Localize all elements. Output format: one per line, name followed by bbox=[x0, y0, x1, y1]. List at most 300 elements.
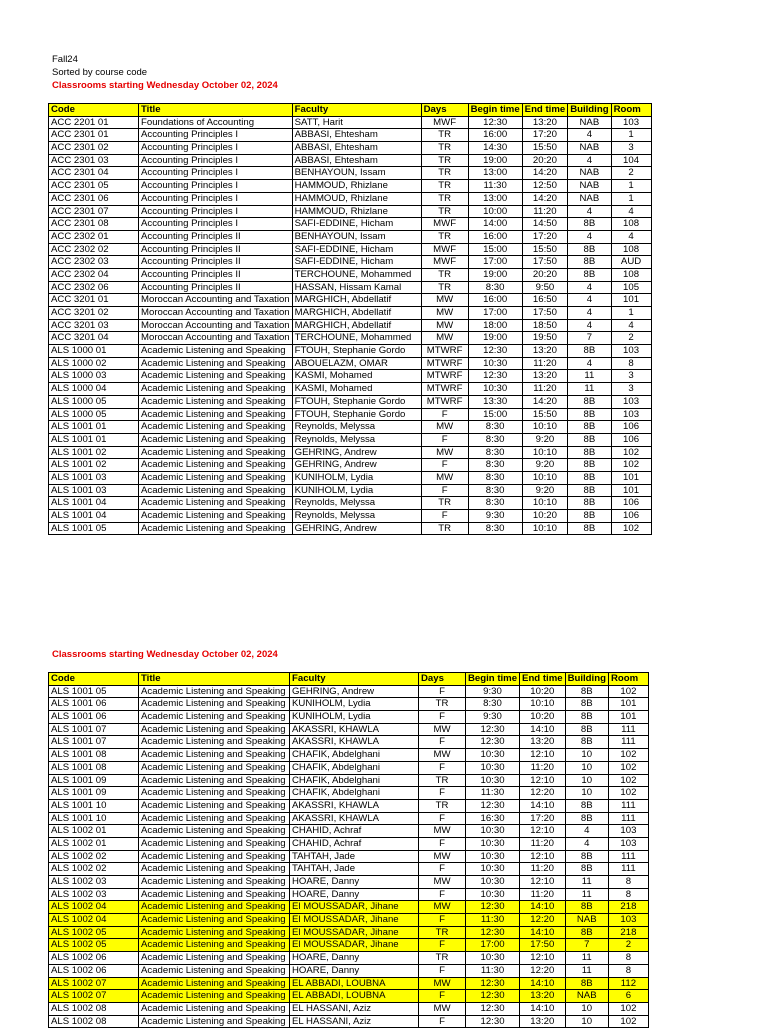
cell-begin-time: 12:30 bbox=[466, 977, 520, 990]
cell-days: MTWRF bbox=[421, 357, 468, 370]
cell-faculty: GEHRING, Andrew bbox=[292, 522, 421, 535]
cell-faculty: BENHAYOUN, Issam bbox=[292, 167, 421, 180]
cell-end-time: 14:20 bbox=[522, 167, 568, 180]
cell-faculty: El MOUSSADAR, Jihane bbox=[290, 914, 419, 927]
cell-code: ALS 1000 05 bbox=[49, 408, 139, 421]
cell-begin-time: 14:00 bbox=[468, 218, 522, 231]
cell-building: 8B bbox=[568, 471, 611, 484]
cell-faculty: TERCHOUNE, Mohammed bbox=[292, 268, 421, 281]
cell-title: Accounting Principles I bbox=[139, 129, 293, 142]
cell-building: 4 bbox=[565, 825, 608, 838]
cell-code: ALS 1001 06 bbox=[49, 698, 139, 711]
cell-building: 4 bbox=[568, 154, 611, 167]
column-header-end-time: End time bbox=[520, 673, 566, 686]
cell-title: Academic Listening and Speaking bbox=[139, 926, 290, 939]
cell-end-time: 12:10 bbox=[520, 749, 566, 762]
cell-title: Academic Listening and Speaking bbox=[139, 711, 290, 724]
cell-days: MTWRF bbox=[421, 395, 468, 408]
cell-building: 11 bbox=[565, 952, 608, 965]
term-label: Fall24 bbox=[52, 54, 78, 65]
cell-end-time: 14:10 bbox=[520, 799, 566, 812]
table-row bbox=[49, 154, 652, 167]
cell-title: Academic Listening and Speaking bbox=[139, 876, 290, 889]
cell-end-time: 16:50 bbox=[522, 294, 568, 307]
cell-days: MW bbox=[421, 294, 468, 307]
cell-room: 2 bbox=[611, 332, 651, 345]
cell-building: NAB bbox=[568, 116, 611, 129]
column-header-end-time: End time bbox=[522, 104, 568, 117]
cell-faculty: AKASSRI, KHAWLA bbox=[290, 736, 419, 749]
cell-faculty: KASMI, Mohamed bbox=[292, 383, 421, 396]
cell-days: MW bbox=[419, 850, 466, 863]
cell-days: MW bbox=[419, 901, 466, 914]
cell-code: ALS 1000 03 bbox=[49, 370, 139, 383]
cell-room: 2 bbox=[611, 167, 651, 180]
cell-title: Academic Listening and Speaking bbox=[139, 510, 293, 523]
schedule-table-1 bbox=[48, 103, 652, 535]
cell-title: Academic Listening and Speaking bbox=[139, 863, 290, 876]
column-header-days: Days bbox=[421, 104, 468, 117]
cell-days: F bbox=[419, 863, 466, 876]
cell-title: Academic Listening and Speaking bbox=[139, 471, 293, 484]
cell-days: F bbox=[419, 888, 466, 901]
cell-building: NAB bbox=[568, 167, 611, 180]
cell-title: Academic Listening and Speaking bbox=[139, 685, 290, 698]
cell-room: 103 bbox=[611, 116, 651, 129]
cell-faculty: SAFI-EDDINE, Hicham bbox=[292, 256, 421, 269]
cell-code: ALS 1001 04 bbox=[49, 497, 139, 510]
cell-days: TR bbox=[421, 268, 468, 281]
cell-faculty: TAHTAH, Jade bbox=[290, 863, 419, 876]
cell-faculty: HASSAN, Hissam Kamal bbox=[292, 281, 421, 294]
cell-code: ALS 1001 05 bbox=[49, 685, 139, 698]
cell-code: ACC 2302 01 bbox=[49, 230, 139, 243]
cell-faculty: FTOUH, Stephanie Gordo bbox=[292, 345, 421, 358]
cell-days: F bbox=[421, 484, 468, 497]
cell-building: 4 bbox=[568, 307, 611, 320]
cell-faculty: TAHTAH, Jade bbox=[290, 850, 419, 863]
cell-building: 8B bbox=[568, 268, 611, 281]
schedule-table-2 bbox=[48, 672, 649, 1028]
cell-faculty: CHAHID, Achraf bbox=[290, 837, 419, 850]
cell-code: ALS 1002 03 bbox=[49, 876, 139, 889]
cell-days: TR bbox=[419, 926, 466, 939]
cell-title: Academic Listening and Speaking bbox=[139, 825, 290, 838]
cell-end-time: 15:50 bbox=[522, 243, 568, 256]
cell-faculty: HOARE, Danny bbox=[290, 964, 419, 977]
cell-begin-time: 8:30 bbox=[468, 471, 522, 484]
cell-faculty: Reynolds, Melyssa bbox=[292, 433, 421, 446]
cell-room: 101 bbox=[608, 711, 648, 724]
cell-begin-time: 10:30 bbox=[466, 825, 520, 838]
cell-title: Academic Listening and Speaking bbox=[139, 914, 290, 927]
cell-end-time: 10:10 bbox=[522, 471, 568, 484]
table-row bbox=[49, 736, 649, 749]
cell-title: Academic Listening and Speaking bbox=[139, 787, 290, 800]
cell-building: 8B bbox=[568, 433, 611, 446]
cell-end-time: 20:20 bbox=[522, 154, 568, 167]
cell-code: ACC 2301 05 bbox=[49, 180, 139, 193]
cell-room: 4 bbox=[611, 205, 651, 218]
cell-building: 8B bbox=[565, 977, 608, 990]
cell-code: ALS 1002 01 bbox=[49, 825, 139, 838]
cell-code: ACC 2301 08 bbox=[49, 218, 139, 231]
cell-faculty: GEHRING, Andrew bbox=[292, 446, 421, 459]
cell-building: 8B bbox=[565, 698, 608, 711]
cell-days: F bbox=[421, 433, 468, 446]
cell-code: ALS 1002 06 bbox=[49, 952, 139, 965]
cell-end-time: 9:20 bbox=[522, 433, 568, 446]
cell-days: MW bbox=[419, 723, 466, 736]
cell-room: 3 bbox=[611, 142, 651, 155]
cell-title: Academic Listening and Speaking bbox=[139, 497, 293, 510]
cell-building: NAB bbox=[568, 180, 611, 193]
cell-building: 10 bbox=[565, 761, 608, 774]
cell-days: F bbox=[419, 685, 466, 698]
column-header-begin-time: Begin time bbox=[468, 104, 522, 117]
cell-building: 4 bbox=[568, 294, 611, 307]
cell-building: 8B bbox=[565, 812, 608, 825]
cell-title: Academic Listening and Speaking bbox=[139, 761, 290, 774]
cell-end-time: 11:20 bbox=[522, 383, 568, 396]
cell-room: 102 bbox=[608, 749, 648, 762]
cell-room: 102 bbox=[608, 774, 648, 787]
cell-begin-time: 10:30 bbox=[468, 357, 522, 370]
table-row bbox=[49, 964, 649, 977]
table-row bbox=[49, 888, 649, 901]
cell-building: 8B bbox=[568, 218, 611, 231]
cell-code: ALS 1002 04 bbox=[49, 914, 139, 927]
cell-end-time: 11:20 bbox=[522, 357, 568, 370]
cell-end-time: 17:20 bbox=[520, 812, 566, 825]
cell-title: Foundations of Accounting bbox=[139, 116, 293, 129]
table-row bbox=[49, 711, 649, 724]
cell-begin-time: 12:30 bbox=[466, 901, 520, 914]
cell-building: 7 bbox=[565, 939, 608, 952]
cell-code: ALS 1002 05 bbox=[49, 939, 139, 952]
cell-end-time: 14:10 bbox=[520, 977, 566, 990]
cell-end-time: 12:10 bbox=[520, 850, 566, 863]
cell-faculty: AKASSRI, KHAWLA bbox=[290, 812, 419, 825]
cell-faculty: Reynolds, Melyssa bbox=[292, 421, 421, 434]
cell-room: 103 bbox=[611, 345, 651, 358]
column-header-building: Building bbox=[565, 673, 608, 686]
cell-days: F bbox=[419, 837, 466, 850]
cell-days: TR bbox=[421, 230, 468, 243]
cell-code: ALS 1000 05 bbox=[49, 395, 139, 408]
cell-building: 8B bbox=[565, 926, 608, 939]
cell-code: ACC 2302 03 bbox=[49, 256, 139, 269]
cell-begin-time: 12:30 bbox=[468, 345, 522, 358]
cell-days: TR bbox=[419, 774, 466, 787]
table-row bbox=[49, 939, 649, 952]
cell-end-time: 13:20 bbox=[522, 370, 568, 383]
table-row bbox=[49, 319, 652, 332]
section-heading-2: Classrooms starting Wednesday October 02, 2024 bbox=[52, 649, 278, 660]
cell-building: 8B bbox=[568, 446, 611, 459]
cell-room: 4 bbox=[611, 319, 651, 332]
cell-days: MW bbox=[421, 421, 468, 434]
table-row bbox=[49, 129, 652, 142]
cell-code: ACC 2302 06 bbox=[49, 281, 139, 294]
cell-days: MW bbox=[419, 977, 466, 990]
column-header-title: Title bbox=[139, 673, 290, 686]
cell-title: Academic Listening and Speaking bbox=[139, 837, 290, 850]
table-row bbox=[49, 230, 652, 243]
cell-days: MWF bbox=[421, 256, 468, 269]
cell-code: ALS 1001 06 bbox=[49, 711, 139, 724]
cell-days: TR bbox=[421, 167, 468, 180]
cell-room: 106 bbox=[611, 421, 651, 434]
cell-code: ALS 1001 09 bbox=[49, 774, 139, 787]
cell-room: 101 bbox=[611, 471, 651, 484]
cell-days: MWF bbox=[421, 116, 468, 129]
cell-begin-time: 9:30 bbox=[468, 510, 522, 523]
cell-building: NAB bbox=[568, 192, 611, 205]
cell-end-time: 12:20 bbox=[520, 787, 566, 800]
cell-days: F bbox=[419, 787, 466, 800]
cell-faculty: CHAFIK, Abdelghani bbox=[290, 761, 419, 774]
cell-building: 10 bbox=[565, 787, 608, 800]
cell-room: 218 bbox=[608, 901, 648, 914]
table-row bbox=[49, 1015, 649, 1028]
cell-title: Accounting Principles II bbox=[139, 230, 293, 243]
cell-building: 8B bbox=[568, 256, 611, 269]
table-row bbox=[49, 218, 652, 231]
cell-room: 8 bbox=[608, 876, 648, 889]
cell-end-time: 13:20 bbox=[520, 990, 566, 1003]
cell-building: 4 bbox=[568, 205, 611, 218]
cell-begin-time: 19:00 bbox=[468, 154, 522, 167]
cell-end-time: 15:50 bbox=[522, 408, 568, 421]
cell-end-time: 10:20 bbox=[520, 711, 566, 724]
cell-room: 105 bbox=[611, 281, 651, 294]
cell-room: 8 bbox=[608, 888, 648, 901]
cell-code: ALS 1000 02 bbox=[49, 357, 139, 370]
cell-title: Academic Listening and Speaking bbox=[139, 1015, 290, 1028]
cell-faculty: ABBASI, Ehtesham bbox=[292, 154, 421, 167]
cell-days: TR bbox=[421, 142, 468, 155]
cell-days: MW bbox=[421, 307, 468, 320]
cell-code: ACC 3201 02 bbox=[49, 307, 139, 320]
table-row bbox=[49, 749, 649, 762]
cell-days: MW bbox=[421, 332, 468, 345]
table-row bbox=[49, 774, 649, 787]
cell-begin-time: 18:00 bbox=[468, 319, 522, 332]
cell-begin-time: 13:30 bbox=[468, 395, 522, 408]
cell-faculty: GEHRING, Andrew bbox=[292, 459, 421, 472]
cell-begin-time: 12:30 bbox=[466, 990, 520, 1003]
cell-building: NAB bbox=[568, 142, 611, 155]
cell-code: ACC 3201 01 bbox=[49, 294, 139, 307]
cell-faculty: MARGHICH, Abdellatif bbox=[292, 294, 421, 307]
table-row bbox=[49, 357, 652, 370]
cell-faculty: HAMMOUD, Rhizlane bbox=[292, 205, 421, 218]
cell-room: 102 bbox=[608, 1015, 648, 1028]
cell-title: Academic Listening and Speaking bbox=[139, 977, 290, 990]
cell-end-time: 11:20 bbox=[520, 863, 566, 876]
table-row bbox=[49, 294, 652, 307]
cell-code: ALS 1002 05 bbox=[49, 926, 139, 939]
cell-title: Academic Listening and Speaking bbox=[139, 484, 293, 497]
cell-begin-time: 12:30 bbox=[466, 736, 520, 749]
table-header-row bbox=[49, 673, 649, 686]
cell-code: ALS 1000 01 bbox=[49, 345, 139, 358]
cell-building: 8B bbox=[568, 510, 611, 523]
cell-end-time: 11:20 bbox=[522, 205, 568, 218]
cell-title: Academic Listening and Speaking bbox=[139, 698, 290, 711]
cell-end-time: 13:20 bbox=[520, 736, 566, 749]
cell-faculty: AKASSRI, KHAWLA bbox=[290, 799, 419, 812]
cell-title: Accounting Principles I bbox=[139, 192, 293, 205]
cell-begin-time: 13:00 bbox=[468, 192, 522, 205]
table-row bbox=[49, 256, 652, 269]
cell-code: ALS 1000 04 bbox=[49, 383, 139, 396]
column-header-building: Building bbox=[568, 104, 611, 117]
cell-end-time: 9:50 bbox=[522, 281, 568, 294]
cell-begin-time: 17:00 bbox=[466, 939, 520, 952]
cell-days: MTWRF bbox=[421, 370, 468, 383]
cell-room: 108 bbox=[611, 268, 651, 281]
cell-days: MW bbox=[419, 749, 466, 762]
cell-code: ALS 1002 03 bbox=[49, 888, 139, 901]
cell-code: ALS 1002 08 bbox=[49, 1015, 139, 1028]
table-row bbox=[49, 901, 649, 914]
cell-end-time: 11:20 bbox=[520, 888, 566, 901]
cell-days: MWF bbox=[421, 243, 468, 256]
cell-begin-time: 11:30 bbox=[466, 914, 520, 927]
cell-building: 8B bbox=[568, 243, 611, 256]
cell-title: Accounting Principles I bbox=[139, 180, 293, 193]
cell-code: ACC 2302 04 bbox=[49, 268, 139, 281]
cell-building: 8B bbox=[568, 497, 611, 510]
cell-room: 102 bbox=[611, 459, 651, 472]
cell-code: ALS 1001 01 bbox=[49, 421, 139, 434]
table-row bbox=[49, 812, 649, 825]
cell-days: F bbox=[421, 510, 468, 523]
cell-begin-time: 10:00 bbox=[468, 205, 522, 218]
cell-faculty: FTOUH, Stephanie Gordo bbox=[292, 395, 421, 408]
cell-room: 106 bbox=[611, 510, 651, 523]
cell-building: 10 bbox=[565, 749, 608, 762]
cell-days: F bbox=[419, 1015, 466, 1028]
cell-begin-time: 10:30 bbox=[466, 749, 520, 762]
cell-title: Academic Listening and Speaking bbox=[139, 1002, 290, 1015]
cell-code: ALS 1001 08 bbox=[49, 761, 139, 774]
cell-days: TR bbox=[419, 799, 466, 812]
cell-room: 111 bbox=[608, 799, 648, 812]
cell-building: 8B bbox=[568, 345, 611, 358]
cell-end-time: 13:20 bbox=[522, 345, 568, 358]
table-row bbox=[49, 787, 649, 800]
cell-begin-time: 10:30 bbox=[466, 876, 520, 889]
cell-begin-time: 12:30 bbox=[466, 1015, 520, 1028]
cell-building: 8B bbox=[565, 799, 608, 812]
cell-title: Accounting Principles I bbox=[139, 142, 293, 155]
cell-end-time: 12:10 bbox=[520, 825, 566, 838]
cell-room: 101 bbox=[608, 698, 648, 711]
cell-end-time: 14:20 bbox=[522, 192, 568, 205]
cell-begin-time: 10:30 bbox=[468, 383, 522, 396]
cell-faculty: SATT, Harit bbox=[292, 116, 421, 129]
cell-begin-time: 8:30 bbox=[466, 698, 520, 711]
cell-end-time: 15:50 bbox=[522, 142, 568, 155]
cell-room: 102 bbox=[608, 1002, 648, 1015]
cell-faculty: BENHAYOUN, Issam bbox=[292, 230, 421, 243]
cell-end-time: 12:20 bbox=[520, 964, 566, 977]
cell-room: 106 bbox=[611, 497, 651, 510]
cell-begin-time: 8:30 bbox=[468, 522, 522, 535]
cell-faculty: EL ABBADI, LOUBNA bbox=[290, 990, 419, 1003]
cell-title: Academic Listening and Speaking bbox=[139, 799, 290, 812]
table-row bbox=[49, 446, 652, 459]
cell-title: Academic Listening and Speaking bbox=[139, 812, 290, 825]
cell-building: 8B bbox=[568, 408, 611, 421]
cell-begin-time: 10:30 bbox=[466, 952, 520, 965]
cell-title: Academic Listening and Speaking bbox=[139, 749, 290, 762]
cell-title: Academic Listening and Speaking bbox=[139, 408, 293, 421]
cell-faculty: ABBASI, Ehtesham bbox=[292, 129, 421, 142]
cell-building: 11 bbox=[568, 370, 611, 383]
cell-building: 10 bbox=[565, 1002, 608, 1015]
cell-code: ACC 2301 02 bbox=[49, 142, 139, 155]
cell-code: ALS 1002 08 bbox=[49, 1002, 139, 1015]
cell-title: Academic Listening and Speaking bbox=[139, 939, 290, 952]
cell-code: ALS 1001 10 bbox=[49, 799, 139, 812]
cell-room: 102 bbox=[611, 522, 651, 535]
cell-begin-time: 9:30 bbox=[466, 685, 520, 698]
cell-faculty: CHAFIK, Abdelghani bbox=[290, 749, 419, 762]
table-row bbox=[49, 180, 652, 193]
cell-days: TR bbox=[419, 698, 466, 711]
column-header-faculty: Faculty bbox=[290, 673, 419, 686]
cell-building: 8B bbox=[565, 736, 608, 749]
cell-end-time: 17:50 bbox=[522, 256, 568, 269]
cell-building: 8B bbox=[565, 711, 608, 724]
cell-building: 8B bbox=[565, 685, 608, 698]
cell-end-time: 10:20 bbox=[522, 510, 568, 523]
cell-begin-time: 11:30 bbox=[466, 787, 520, 800]
cell-begin-time: 17:00 bbox=[468, 307, 522, 320]
cell-days: TR bbox=[421, 205, 468, 218]
cell-code: ALS 1001 05 bbox=[49, 522, 139, 535]
cell-title: Accounting Principles I bbox=[139, 218, 293, 231]
cell-begin-time: 10:30 bbox=[466, 774, 520, 787]
cell-begin-time: 17:00 bbox=[468, 256, 522, 269]
cell-days: TR bbox=[421, 497, 468, 510]
cell-building: 4 bbox=[568, 281, 611, 294]
table-row bbox=[49, 307, 652, 320]
table-row bbox=[49, 914, 649, 927]
cell-building: 4 bbox=[565, 837, 608, 850]
cell-room: 2 bbox=[608, 939, 648, 952]
column-header-code: Code bbox=[49, 104, 139, 117]
cell-faculty: MARGHICH, Abdellatif bbox=[292, 319, 421, 332]
cell-faculty: CHAFIK, Abdelghani bbox=[290, 774, 419, 787]
cell-room: 111 bbox=[608, 736, 648, 749]
cell-title: Academic Listening and Speaking bbox=[139, 395, 293, 408]
cell-code: ACC 3201 03 bbox=[49, 319, 139, 332]
cell-end-time: 14:10 bbox=[520, 1002, 566, 1015]
cell-building: 8B bbox=[568, 522, 611, 535]
cell-building: 10 bbox=[565, 1015, 608, 1028]
cell-building: 4 bbox=[568, 230, 611, 243]
cell-room: 103 bbox=[608, 914, 648, 927]
cell-building: 10 bbox=[565, 774, 608, 787]
cell-end-time: 12:10 bbox=[520, 952, 566, 965]
cell-code: ALS 1001 01 bbox=[49, 433, 139, 446]
cell-end-time: 10:10 bbox=[522, 421, 568, 434]
